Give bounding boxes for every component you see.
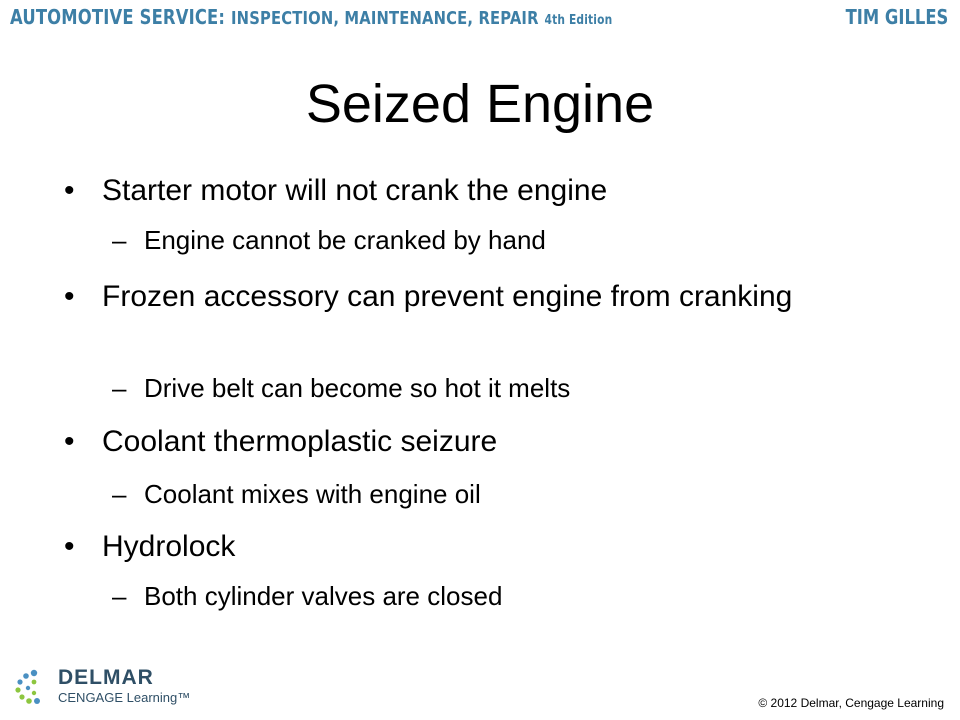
slide-title: Seized Engine xyxy=(305,74,655,134)
book-title-sub: INSPECTION, MAINTENANCE, REPAIR xyxy=(231,8,539,29)
logo-subtitle xyxy=(58,690,190,705)
logo-sub-text: CENGAGE Learning xyxy=(58,690,178,705)
bullet-text: Coolant thermoplastic seizure xyxy=(102,425,498,458)
bullet-item xyxy=(64,423,498,461)
sub-bullet-text: Engine cannot be cranked by hand xyxy=(144,225,546,255)
bullet-text: Hydrolock xyxy=(102,530,236,563)
logo-name: DELMAR xyxy=(58,666,154,689)
sub-bullet-text: Drive belt can become so hot it melts xyxy=(144,373,571,403)
delmar-cengage-logo xyxy=(14,662,214,712)
header-banner xyxy=(0,0,960,38)
sub-bullet-mark: – xyxy=(112,479,127,509)
author-name: TIM GILLES xyxy=(845,5,948,29)
bullet-mark: • xyxy=(64,530,75,563)
bullet-mark: • xyxy=(64,174,75,207)
book-edition: 4th Edition xyxy=(544,13,613,28)
bullet-mark: • xyxy=(64,280,75,313)
sub-bullet-text: Both cylinder valves are closed xyxy=(144,581,503,611)
sub-bullet-item xyxy=(112,372,571,404)
bullet-item xyxy=(64,278,832,316)
sub-bullet-text: Coolant mixes with engine oil xyxy=(144,479,481,509)
bullet-text: Starter motor will not crank the engine xyxy=(102,174,608,207)
logo-trademark: ™ xyxy=(177,690,191,705)
logo-dots-icon xyxy=(14,668,54,708)
bullet-text: Frozen accessory can prevent engine from cranking xyxy=(102,280,793,313)
sub-bullet-mark: – xyxy=(112,225,127,255)
sub-bullet-mark: – xyxy=(112,373,127,403)
book-title-main: AUTOMOTIVE SERVICE: xyxy=(10,5,226,29)
sub-bullet-mark: – xyxy=(112,581,127,611)
sub-bullet-item xyxy=(112,478,481,510)
bullet-mark: • xyxy=(64,425,75,458)
bullet-item xyxy=(64,528,236,566)
sub-bullet-item xyxy=(112,580,503,612)
copyright-notice: © 2012 Delmar, Cengage Learning xyxy=(758,696,944,710)
sub-bullet-item xyxy=(112,224,546,256)
book-title xyxy=(10,5,612,29)
bullet-item xyxy=(64,172,608,210)
